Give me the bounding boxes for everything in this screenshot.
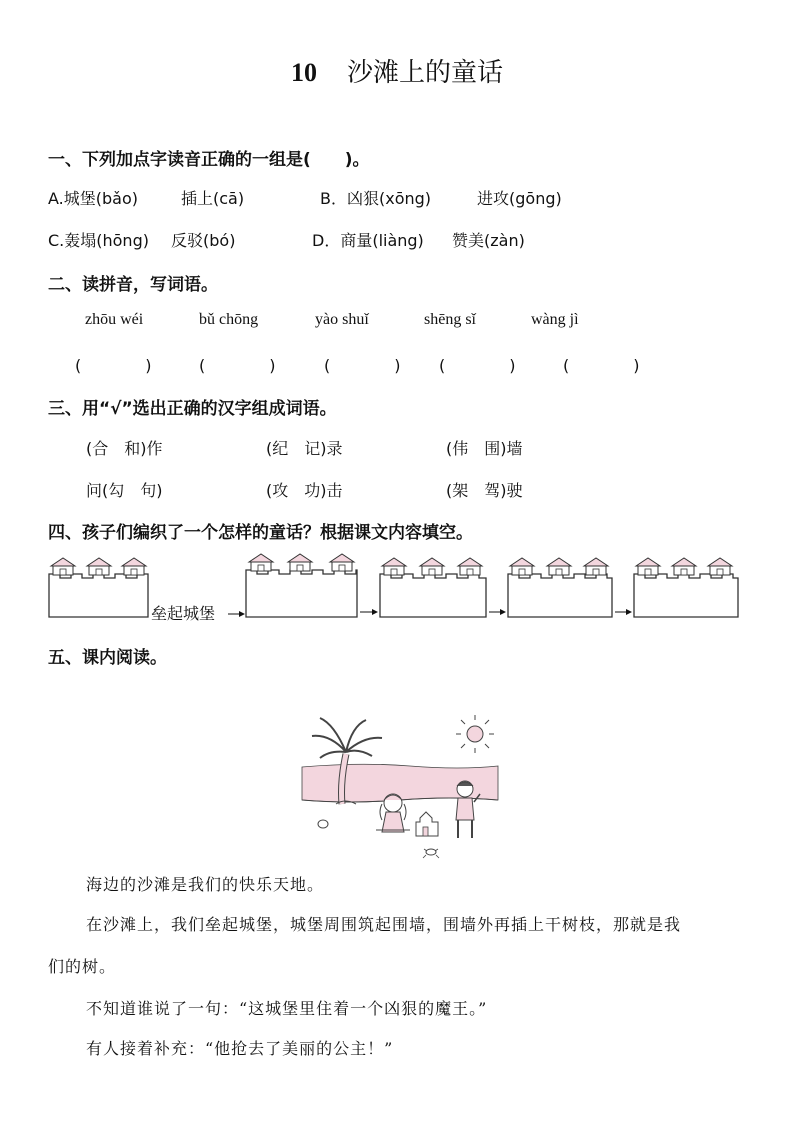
beach-illustration bbox=[300, 712, 500, 860]
q1-heading: 一、下列加点字读音正确的一组是( )。 bbox=[48, 150, 370, 170]
lesson-number: 10 bbox=[290, 58, 317, 87]
q3-item-3: (伟 围)墙 bbox=[446, 439, 523, 458]
answer-blank-2: ( ) bbox=[199, 356, 276, 375]
pinyin-1: zhōu wéi bbox=[85, 311, 144, 328]
q3-item-4: 问(勾 句) bbox=[86, 481, 163, 500]
q1-option-b1: B．凶狠(xōng) bbox=[320, 189, 432, 208]
q2-heading: 二、读拼音，写词语。 bbox=[48, 275, 218, 295]
first-step-label: 垒起城堡 bbox=[151, 604, 216, 623]
pinyin-5: wàng jì bbox=[531, 311, 579, 328]
answer-blank-3: ( ) bbox=[324, 356, 401, 375]
q5-heading: 五、课内阅读。 bbox=[48, 648, 167, 668]
answer-blank-5: ( ) bbox=[563, 356, 640, 375]
q3-item-6: (架 驾)驶 bbox=[446, 481, 523, 500]
q1-option-d2: 赞美(zàn) bbox=[452, 231, 525, 250]
answer-blank-1: ( ) bbox=[75, 356, 152, 375]
passage-line-5: 有人接着补充：“他抢去了美丽的公主！” bbox=[86, 1039, 394, 1058]
pinyin-4: shēng sǐ bbox=[424, 311, 476, 328]
q3-heading: 三、用“√”选出正确的汉字组成词语。 bbox=[48, 399, 337, 419]
passage-line-1: 海边的沙滩是我们的快乐天地。 bbox=[86, 875, 325, 894]
pinyin-2: bǔ chōng bbox=[199, 311, 259, 328]
castle-box-5 bbox=[634, 558, 738, 617]
castle-box-3 bbox=[380, 558, 486, 617]
q3-item-2: (纪 记)录 bbox=[266, 439, 343, 458]
q1-option-c1: C.轰塌(hōng) bbox=[48, 231, 149, 250]
q3-item-1: (合 和)作 bbox=[86, 439, 163, 458]
answer-blank-4: ( ) bbox=[439, 356, 516, 375]
lesson-title: 沙滩上的童话 bbox=[346, 58, 503, 88]
pinyin-3: yào shuǐ bbox=[315, 311, 369, 328]
q3-item-5: (攻 功)击 bbox=[266, 481, 343, 500]
passage-line-2: 在沙滩上，我们垒起城堡，城堡周围筑起围墙，围墙外再插上干树枝，那就是我 bbox=[86, 915, 682, 934]
castle-box-1 bbox=[49, 558, 148, 617]
q1-option-b2: 进攻(gōng) bbox=[477, 189, 562, 208]
q1-option-a1: A.城堡(bǎo) bbox=[48, 189, 138, 208]
q1-option-a2: 插上(cā) bbox=[181, 189, 245, 208]
passage-line-3: 们的树。 bbox=[48, 957, 117, 976]
q1-option-d1: D．商量(liàng) bbox=[312, 231, 424, 250]
page-title bbox=[0, 52, 794, 89]
castle-flow-diagram bbox=[0, 545, 794, 630]
castle-box-4 bbox=[508, 558, 612, 617]
q4-heading: 四、孩子们编织了一个怎样的童话？根据课文内容填空。 bbox=[48, 523, 473, 543]
castle-box-2 bbox=[246, 554, 357, 617]
q1-option-c2: 反驳(bó) bbox=[171, 231, 236, 250]
passage-line-4: 不知道谁说了一句：“这城堡里住着一个凶狠的魔王。” bbox=[86, 999, 488, 1018]
